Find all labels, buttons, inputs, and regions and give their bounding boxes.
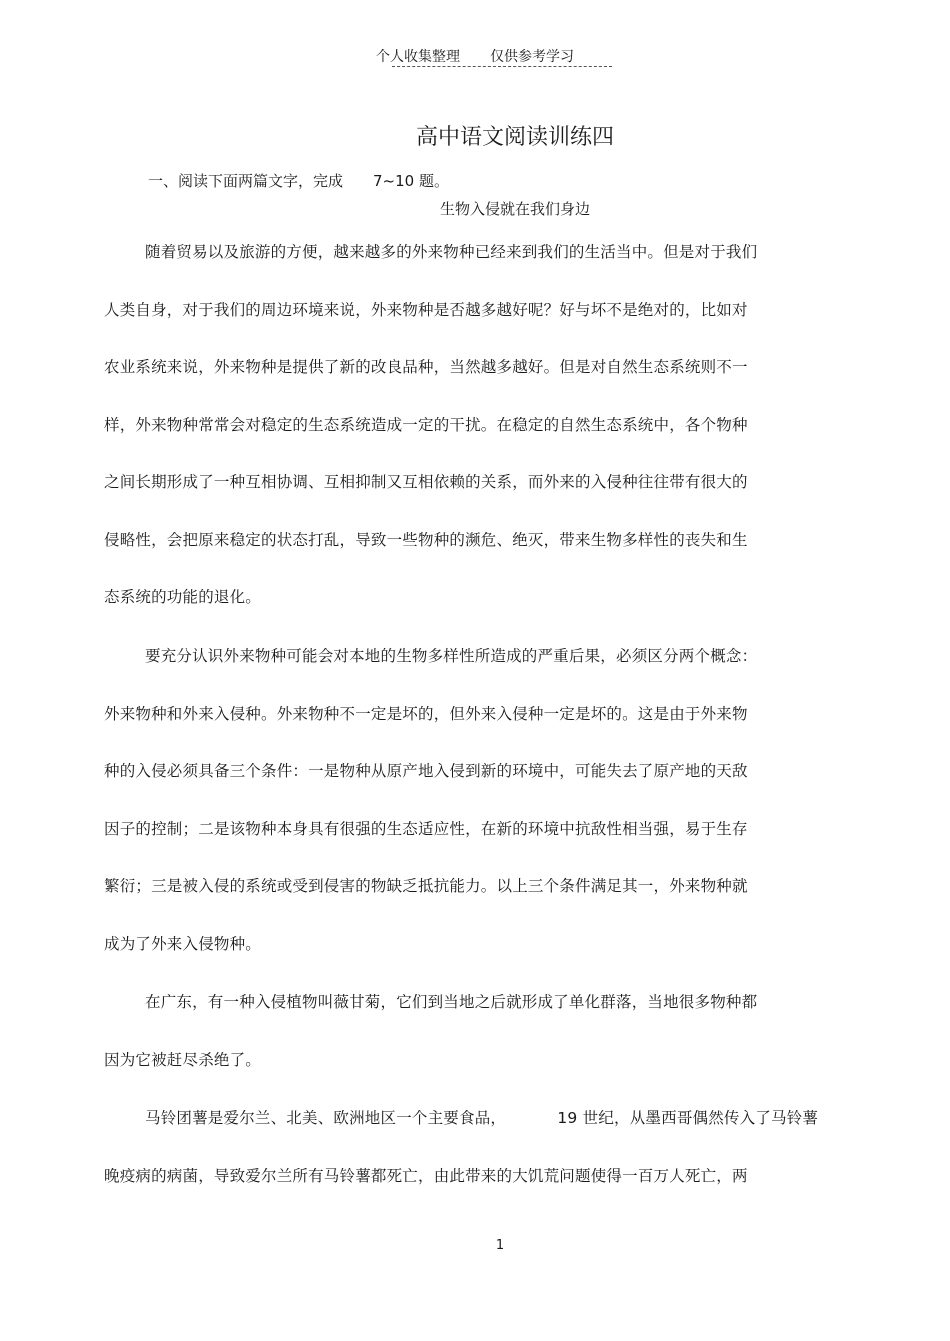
text-line: 态系统的功能的退化。 bbox=[104, 588, 262, 606]
instruction bbox=[148, 170, 449, 191]
text-line: 人类自身，对于我们的周边环境来说，外来物种是否越多越好呢？好与坏不是绝对的，比如对 bbox=[104, 301, 748, 319]
page-title: 高中语文阅读训练四 bbox=[415, 125, 614, 150]
text-line: 在广东，有一种入侵植物叫薇甘菊，它们到当地之后就形成了单化群落，当地很多物种都 bbox=[145, 993, 758, 1011]
text-line: 农业系统来说，外来物种是提供了新的改良品种，当然越多越好。但是对自然生态系统则不一 bbox=[104, 358, 748, 376]
page-number: 1 bbox=[495, 1238, 505, 1253]
instruction-range: 7~10 题。 bbox=[373, 172, 449, 190]
text-line: 晚疫病的病菌，导致爱尔兰所有马铃薯都死亡，由此带来的大饥荒问题使得一百万人死亡，两 bbox=[104, 1167, 748, 1185]
text-line: 侵略性，会把原来稳定的状态打乱，导致一些物种的濒危、绝灭，带来生物多样性的丧失和生 bbox=[104, 531, 748, 549]
header-right-text: 仅供参考学习 bbox=[490, 49, 574, 65]
text-line: 因子的控制；二是该物种本身具有很强的生态适应性，在新的环境中抗敌性相当强，易于生存 bbox=[104, 820, 748, 838]
text-line: 种的入侵必须具备三个条件：一是物种从原产地入侵到新的环境中，可能失去了原产地的天敌 bbox=[104, 762, 748, 780]
text-line: 样，外来物种常常会对稳定的生态系统造成一定的干扰。在稳定的自然生态系统中，各个物种 bbox=[104, 416, 748, 434]
header-left-text: 个人收集整理 bbox=[376, 49, 460, 65]
text-line: 马铃团薯是爱尔兰、北美、欧洲地区一个主要食品， 19 世纪，从墨西哥偶然传入了马铃薯 bbox=[145, 1109, 819, 1127]
instruction-text: 一、阅读下面两篇文字，完成 bbox=[148, 172, 344, 190]
page-header bbox=[0, 46, 950, 66]
text-line: 成为了外来入侵物种。 bbox=[104, 935, 262, 953]
text-line: 外来物种和外来入侵种。外来物种不一定是坏的，但外来入侵种一定是坏的。这是由于外来物 bbox=[104, 705, 748, 723]
text-line: 繁衍；三是被入侵的系统或受到侵害的物缺乏抵抗能力。以上三个条件满足其一，外来物种就 bbox=[104, 877, 748, 895]
text-line: 之间长期形成了一种互相协调、互相抑制又互相依赖的关系，而外来的入侵种往往带有很大的 bbox=[104, 473, 748, 491]
article-subtitle: 生物入侵就在我们身边 bbox=[439, 200, 590, 218]
text-line: 因为它被赶尽杀绝了。 bbox=[104, 1051, 262, 1069]
text-line: 随着贸易以及旅游的方便，越来越多的外来物种已经来到我们的生活当中。但是对于我们 bbox=[145, 243, 758, 261]
header-divider bbox=[392, 66, 612, 67]
text-line: 要充分认识外来物种可能会对本地的生物多样性所造成的严重后果，必须区分两个概念： bbox=[145, 647, 758, 665]
